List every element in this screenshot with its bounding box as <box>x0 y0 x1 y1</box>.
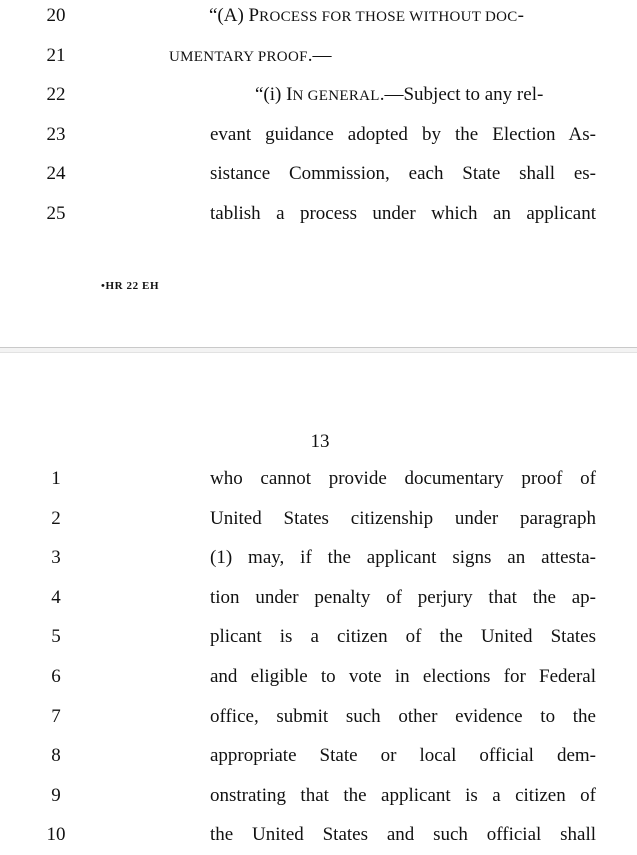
heading-suffix: - <box>517 5 524 26</box>
line-number: 22 <box>46 84 66 105</box>
subparagraph-heading-line <box>209 4 524 29</box>
line-number: 25 <box>46 203 66 224</box>
line-number: 6 <box>51 666 61 687</box>
page-upper <box>0 0 637 348</box>
heading-smallcaps: ROCESS FOR THOSE WITHOUT DOC <box>259 9 518 25</box>
line-number: 1 <box>51 468 61 489</box>
text-line: and eligible to vote in elections for Federal <box>210 666 596 687</box>
line-number: 24 <box>46 163 66 184</box>
heading-suffix: .— <box>307 45 332 66</box>
text-line: United States citizenship under paragraph <box>210 508 596 529</box>
clause-heading-line <box>255 83 543 108</box>
text-line: onstrating that the applicant is a citizen of <box>210 785 596 806</box>
text-line: sistance Commission, each State shall es- <box>210 163 596 184</box>
line-number: 9 <box>51 785 61 806</box>
line-number: 2 <box>51 508 61 529</box>
line-number: 10 <box>46 824 66 845</box>
page-number: 13 <box>310 431 330 452</box>
line-number: 3 <box>51 547 61 568</box>
line-number: 20 <box>46 5 66 26</box>
heading-prefix: “(i) I <box>255 84 293 105</box>
bill-identifier-footer: •HR 22 EH <box>101 280 160 292</box>
line-number: 4 <box>51 587 61 608</box>
heading-smallcaps: UMENTARY PROOF <box>169 49 308 65</box>
text-line: the United States and such official shall <box>210 824 596 845</box>
text-line: (1) may, if the applicant signs an attesta- <box>210 547 596 568</box>
page-lower <box>0 353 637 855</box>
text-line: plicant is a citizen of the United States <box>210 626 596 647</box>
text-line: who cannot provide documentary proof of <box>210 468 596 489</box>
heading-smallcaps: N GENERAL <box>292 88 380 104</box>
line-number: 21 <box>46 45 66 66</box>
text-line: evant guidance adopted by the Election As- <box>210 124 596 145</box>
line-number: 23 <box>46 124 66 145</box>
line-number: 5 <box>51 626 61 647</box>
line-number: 7 <box>51 706 61 727</box>
text-line: appropriate State or local official dem- <box>210 745 596 766</box>
line-number: 8 <box>51 745 61 766</box>
text-line: tion under penalty of perjury that the ap- <box>210 587 596 608</box>
heading-prefix: “(A) P <box>209 5 260 26</box>
heading-suffix: .—Subject to any rel- <box>379 84 544 105</box>
text-line: office, submit such other evidence to the <box>210 706 596 727</box>
text-line: tablish a process under which an applicant <box>210 203 596 224</box>
subparagraph-heading-continuation <box>169 44 331 69</box>
